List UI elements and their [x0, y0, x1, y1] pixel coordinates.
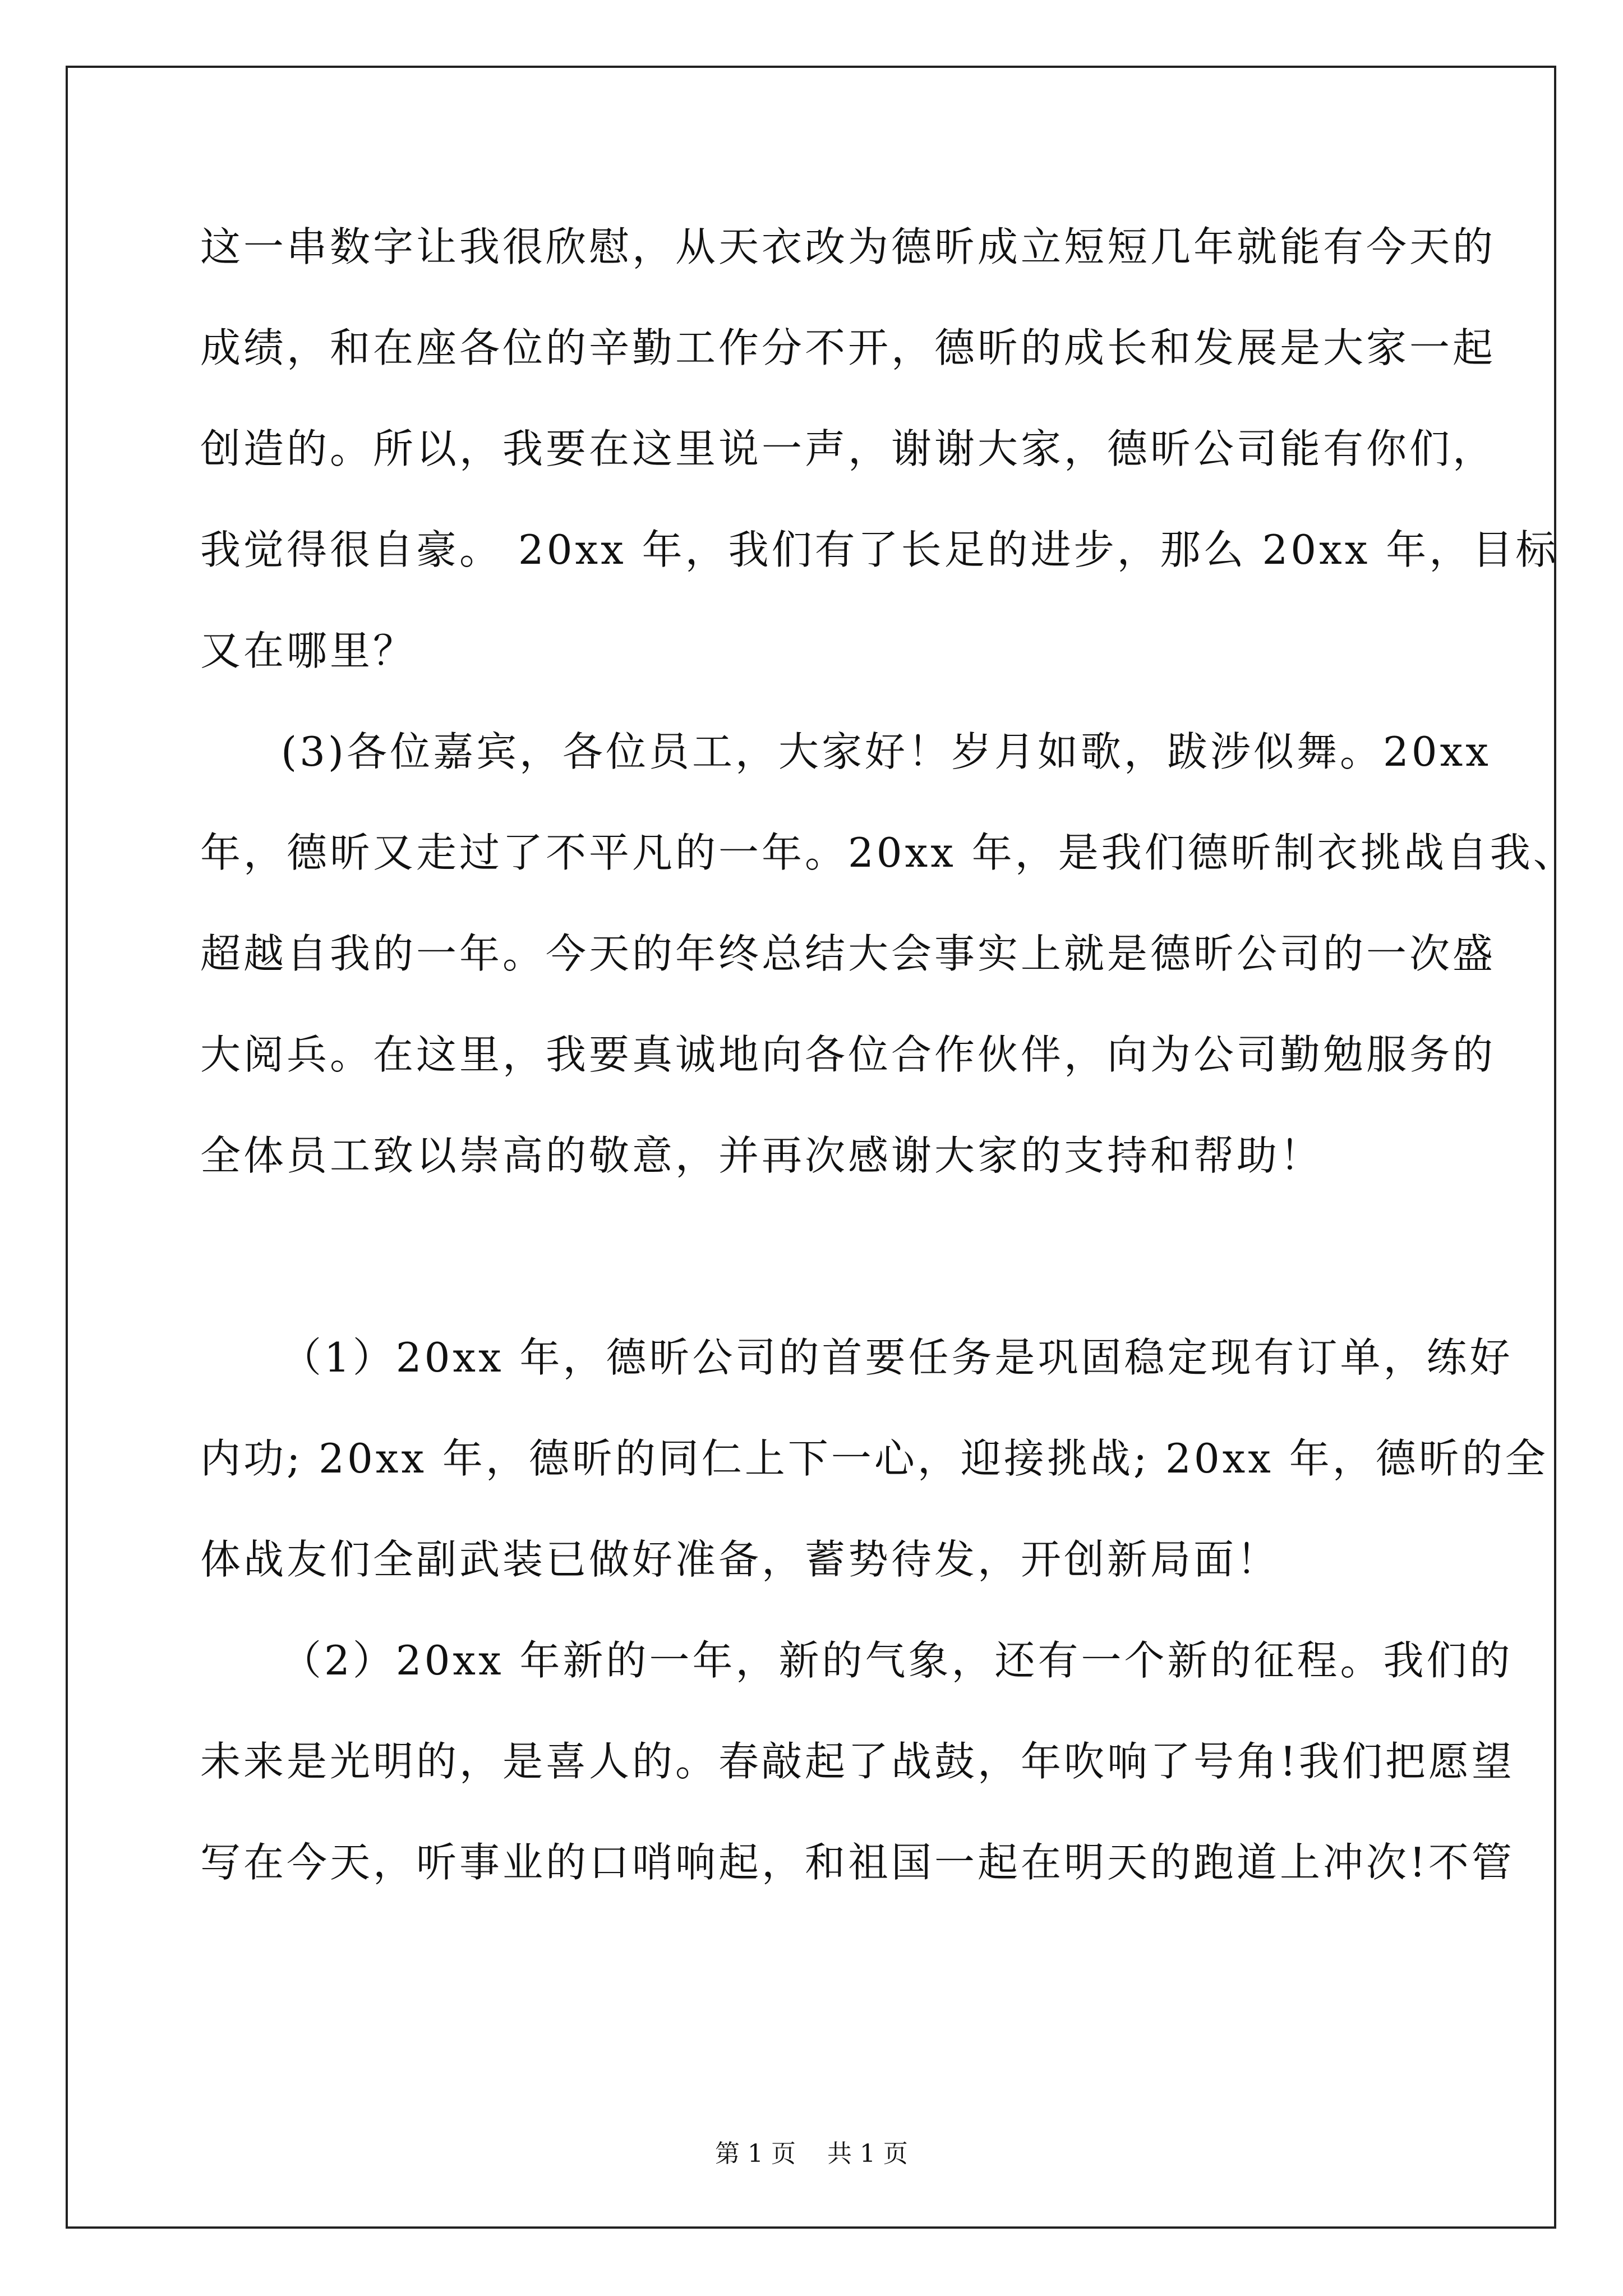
- text-line: 全体员工致以崇高的敬意，并再次感谢大家的支持和帮助！: [200, 1132, 1324, 1179]
- paragraph-gap: [200, 1206, 1434, 1307]
- text-line: 内功; 20xx 年，德昕的同仁上下一心，迎接挑战; 20xx 年，德昕的全: [200, 1435, 1548, 1482]
- text-line: （2）20xx 年新的一年，新的气象，还有一个新的征程。我们的: [281, 1637, 1513, 1684]
- text-line: 体战友们全副武装已做好准备，蓄势待发，开创新局面！: [200, 1536, 1280, 1583]
- text-line: (3)各位嘉宾，各位员工，大家好！岁月如歌，跋涉似舞。20xx: [281, 728, 1491, 775]
- paragraph: [200, 1307, 1548, 1610]
- paragraph: [200, 1610, 1515, 1913]
- text-line: 大阅兵。在这里，我要真诚地向各位合作伙伴，向为公司勤勉服务的: [200, 1031, 1496, 1078]
- page-footer: 第 1 页 共 1 页: [715, 2139, 908, 2168]
- text-line: 未来是光明的，是喜人的。春敲起了战鼓，年吹响了号角!我们把愿望: [200, 1738, 1515, 1785]
- text-line: 成绩，和在座各位的辛勤工作分不开，德昕的成长和发展是大家一起: [200, 324, 1496, 371]
- text-line: 我觉得很自豪。 20xx 年，我们有了长足的进步，那么 20xx 年，目标: [200, 526, 1559, 573]
- document-body: [200, 196, 1576, 1913]
- text-line: 写在今天，听事业的口哨响起，和祖国一起在明天的跑道上冲次!不管: [200, 1839, 1515, 1886]
- text-line: 创造的。所以，我要在这里说一声，谢谢大家，德昕公司能有你们，: [200, 425, 1496, 472]
- text-line: 超越自我的一年。今天的年终总结大会事实上就是德昕公司的一次盛: [200, 930, 1496, 977]
- text-line: （1）20xx 年，德昕公司的首要任务是巩固稳定现有订单，练好: [281, 1334, 1513, 1381]
- text-line: 又在哪里？: [200, 627, 417, 674]
- paragraph: [200, 701, 1576, 1206]
- text-line: 这一串数字让我很欣慰，从天衣改为德昕成立短短几年就能有今天的: [200, 223, 1496, 270]
- text-line: 年，德昕又走过了不平凡的一年。20xx 年，是我们德昕制衣挑战自我、: [200, 829, 1576, 876]
- paragraph: [200, 196, 1559, 701]
